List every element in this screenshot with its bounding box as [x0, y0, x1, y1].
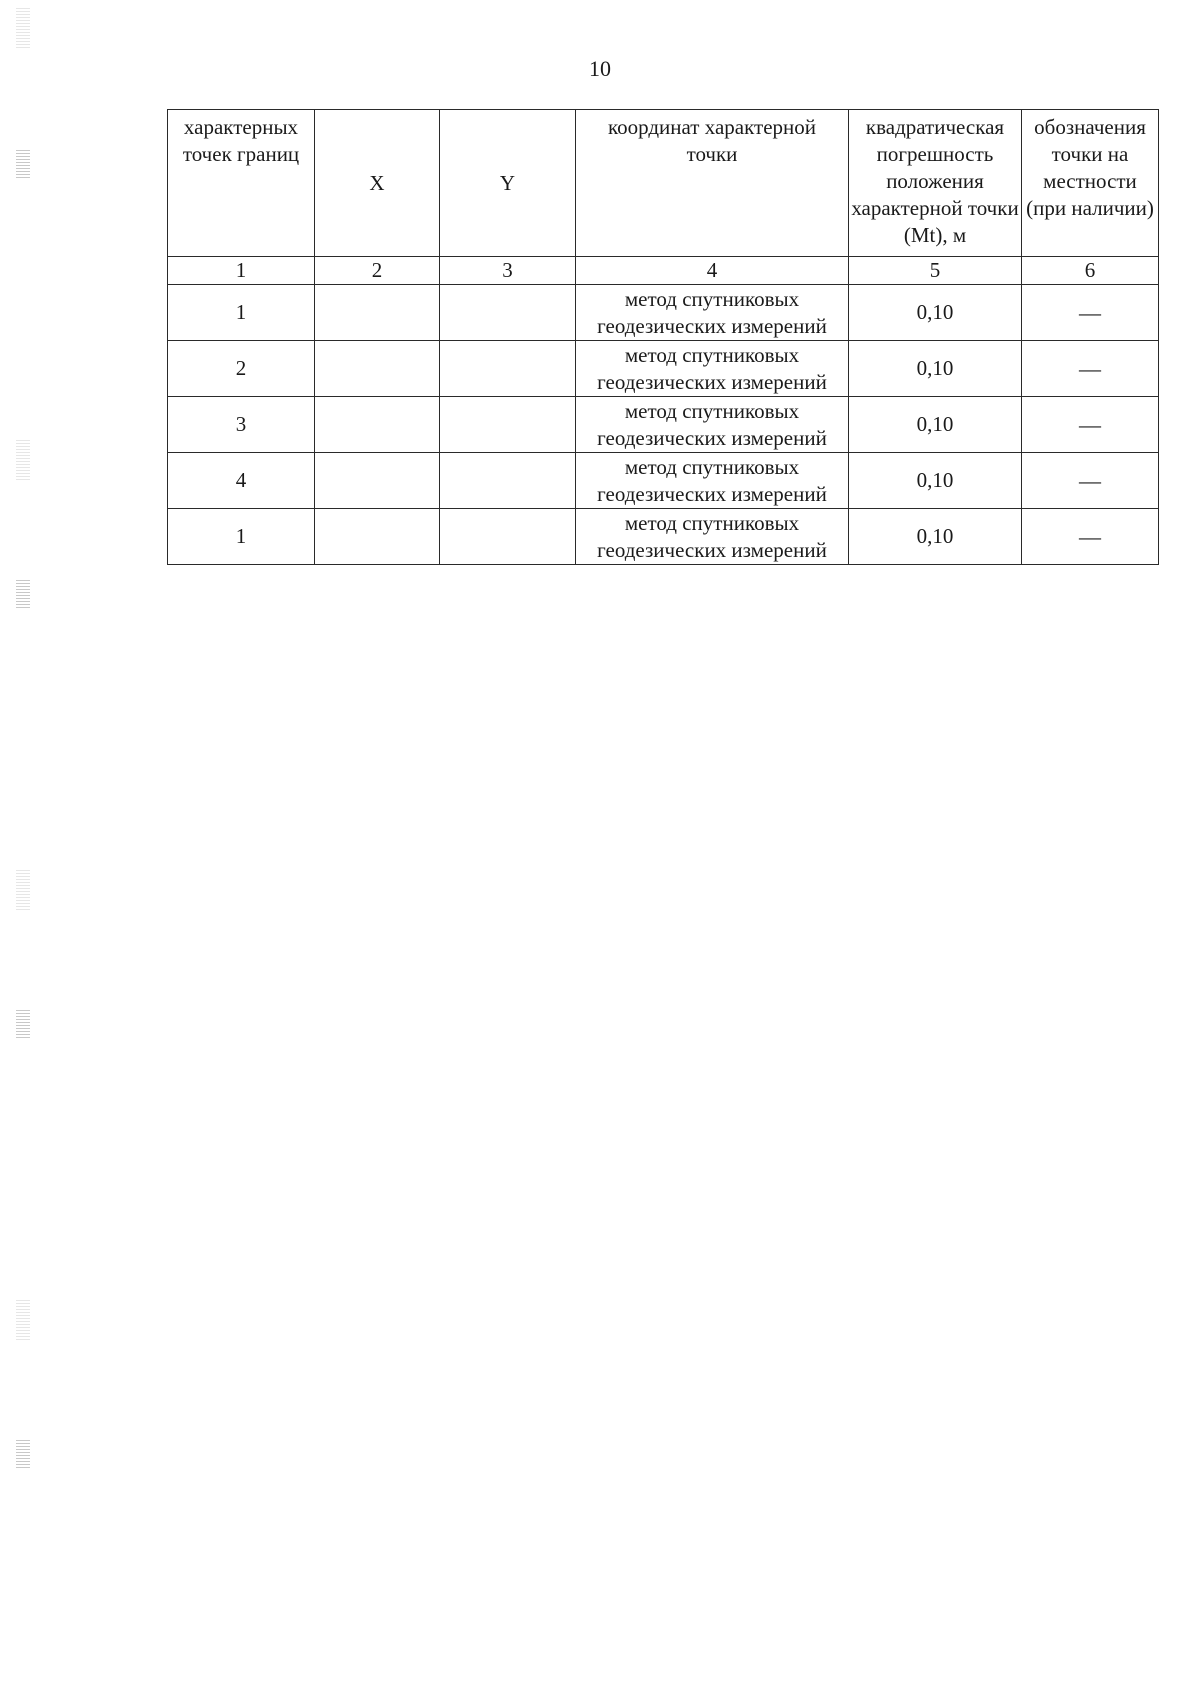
header-method: координат характерной точки — [576, 110, 849, 257]
method-line-2: геодезических измерений — [597, 369, 827, 394]
cell-y — [440, 453, 576, 509]
cell-mark: — — [1022, 341, 1159, 397]
cell-y — [440, 285, 576, 341]
method-line-2: геодезических измерений — [597, 481, 827, 506]
cell-point: 1 — [168, 285, 315, 341]
cell-error: 0,10 — [849, 341, 1022, 397]
cell-method — [576, 509, 849, 565]
cell-point: 3 — [168, 397, 315, 453]
table-row — [168, 453, 1159, 509]
table-header-row — [168, 110, 1159, 257]
column-number: 4 — [576, 257, 849, 285]
cell-method — [576, 453, 849, 509]
cell-y — [440, 397, 576, 453]
cell-mark: — — [1022, 397, 1159, 453]
column-numbers-row — [168, 257, 1159, 285]
column-number: 5 — [849, 257, 1022, 285]
method-line-1: метод спутниковых — [624, 510, 800, 535]
cell-x — [315, 341, 440, 397]
cell-error: 0,10 — [849, 285, 1022, 341]
column-number: 1 — [168, 257, 315, 285]
table-row — [168, 341, 1159, 397]
cell-error: 0,10 — [849, 509, 1022, 565]
column-number: 6 — [1022, 257, 1159, 285]
cell-point: 4 — [168, 453, 315, 509]
header-x: X — [315, 110, 440, 257]
scan-artifact — [16, 440, 30, 480]
header-point-name: характерных точек границ — [168, 110, 315, 257]
method-line-2: геодезических измерений — [597, 313, 827, 338]
scan-artifact — [16, 870, 30, 910]
cell-mark: — — [1022, 509, 1159, 565]
cell-x — [315, 285, 440, 341]
cell-method — [576, 397, 849, 453]
method-line-1: метод спутниковых — [624, 342, 800, 367]
page-number: 10 — [589, 56, 611, 81]
scan-artifact — [16, 1440, 30, 1468]
cell-method — [576, 341, 849, 397]
table-row — [168, 397, 1159, 453]
cell-x — [315, 397, 440, 453]
method-line-1: метод спутниковых — [624, 286, 800, 311]
cell-y — [440, 509, 576, 565]
cell-error: 0,10 — [849, 453, 1022, 509]
table-row — [168, 285, 1159, 341]
scan-artifact — [16, 1300, 30, 1340]
column-number: 3 — [440, 257, 576, 285]
method-line-1: метод спутниковых — [624, 454, 800, 479]
cell-error: 0,10 — [849, 397, 1022, 453]
method-line-1: метод спутниковых — [624, 398, 800, 423]
column-number: 2 — [315, 257, 440, 285]
scan-artifact — [16, 1010, 30, 1038]
method-line-2: геодезических измерений — [597, 425, 827, 450]
header-mark: обозначения точки на местности (при наличии) — [1022, 110, 1159, 257]
table-row — [168, 509, 1159, 565]
cell-mark: — — [1022, 285, 1159, 341]
header-y: Y — [440, 110, 576, 257]
cell-x — [315, 453, 440, 509]
scan-artifact — [16, 150, 30, 178]
cell-x — [315, 509, 440, 565]
header-error: квадратическая погрешность положения характерной точки (Mt), м — [849, 110, 1022, 257]
method-line-2: геодезических измерений — [597, 537, 827, 562]
scan-artifact — [16, 8, 30, 48]
scan-artifact — [16, 580, 30, 608]
cell-method — [576, 285, 849, 341]
cell-mark: — — [1022, 453, 1159, 509]
cell-point: 2 — [168, 341, 315, 397]
cell-point: 1 — [168, 509, 315, 565]
coordinates-table — [167, 109, 1159, 565]
cell-y — [440, 341, 576, 397]
